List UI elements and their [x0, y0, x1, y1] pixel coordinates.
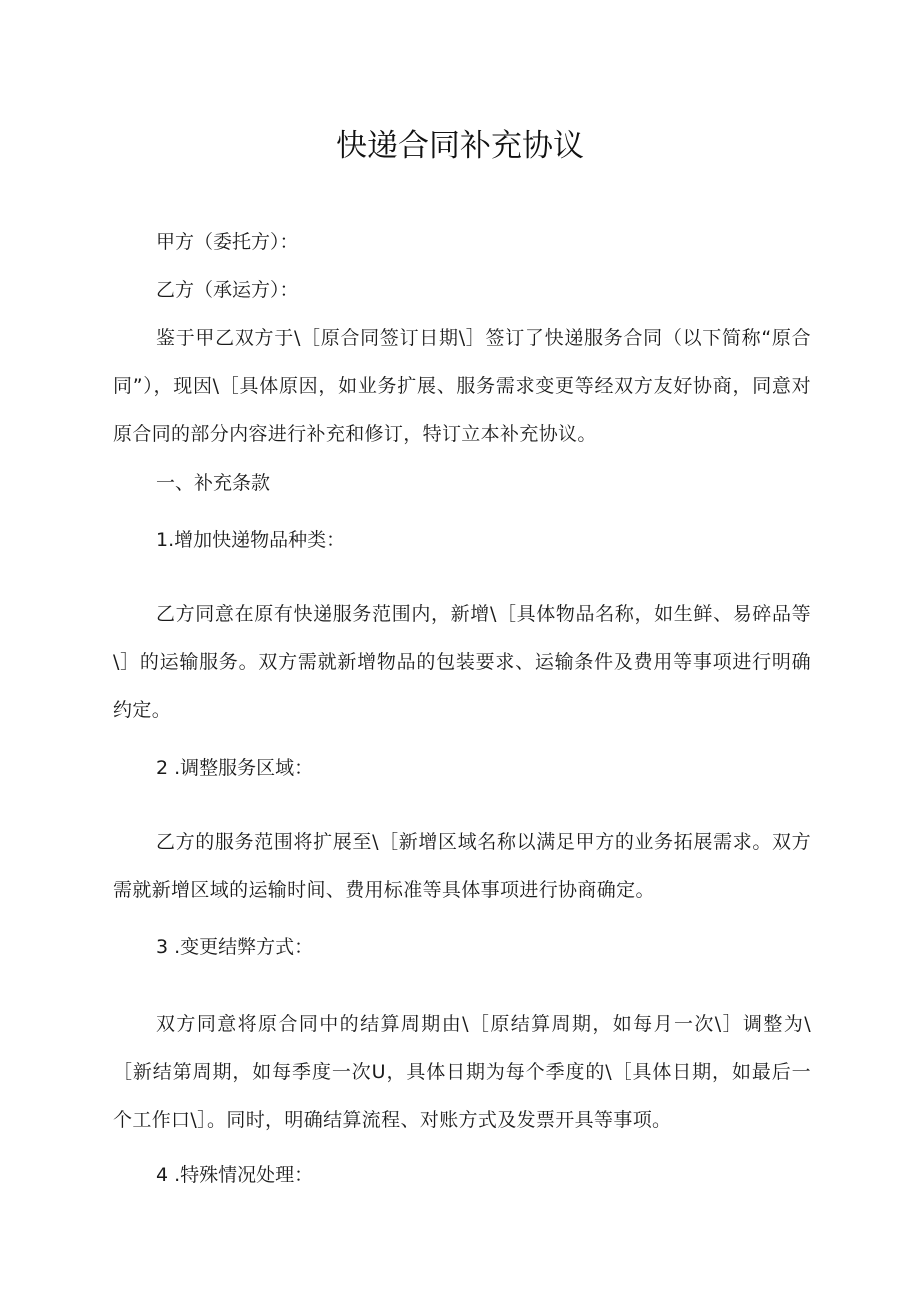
section-heading: 一、补充条款 [156, 472, 271, 494]
clause-1-heading: 1.增加快递物品种类： [156, 529, 346, 551]
clause-2-heading: 2 .调整服务区域： [156, 757, 314, 779]
clause-3-heading: 3 .变更结弊方式： [156, 936, 314, 958]
clause-3-body: 双方同意将原合同中的结算周期由\［原结算周期，如每月一次\］调整为\［新结第周期，如每季度一次U，具体日期为每个季度的\［具体日期，如最后一个工作口\］。同时，明确结算流程、对账方式及发票开具等事项。 [113, 1013, 811, 1131]
party-b-line: 乙方（承运方）： [156, 279, 299, 301]
clause-2-body: 乙方的服务范围将扩展至\［新增区域名称以满足甲方的业务拓展需求。双方需就新增区域的运输时间、费用标准等具体事项进行协商确定。 [113, 831, 811, 901]
document-title: 快递合同补充协议 [336, 128, 584, 164]
party-a-line: 甲方（委托方）： [156, 231, 299, 253]
clause-1-body: 乙方同意在原有快递服务范围内，新增\［具体物品名称，如生鲜、易碎品等\］的运输服务。双方需就新增物品的包装要求、运输条件及费用等事项进行明确约定。 [113, 603, 811, 721]
preamble-paragraph: 鉴于甲乙双方于\［原合同签订日期\］签订了快递服务合同（以下简称“原合同”），现因\［具体原因，如业务扩展、服务需求变更等经双方友好协商，同意对原合同的部分内容进行补充和修订，特订立本补充协议。 [113, 327, 811, 445]
clause-4-heading: 4 .特殊情况处理： [156, 1164, 314, 1186]
